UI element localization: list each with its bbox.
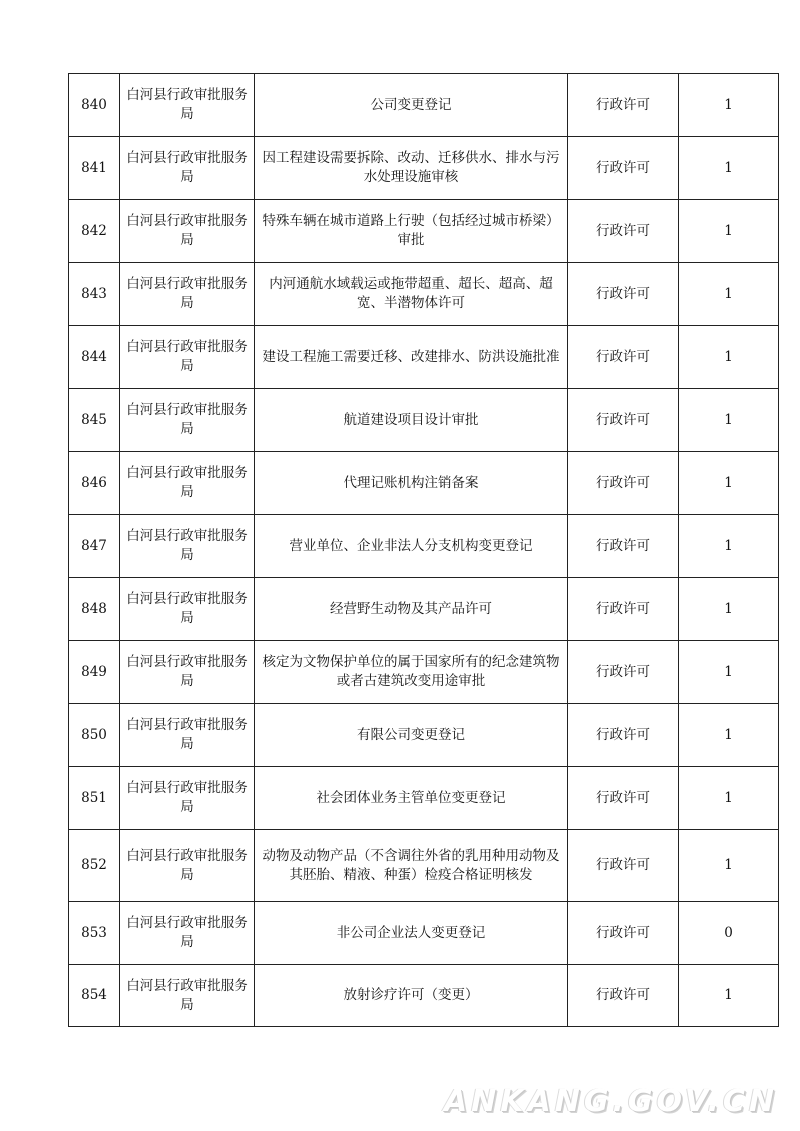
item-count: 1: [679, 200, 779, 263]
approval-item-name: 经营野生动物及其产品许可: [255, 578, 568, 641]
item-count: 1: [679, 389, 779, 452]
row-number: 841: [69, 137, 120, 200]
row-number: 842: [69, 200, 120, 263]
approval-type: 行政许可: [568, 74, 679, 137]
table-row: [69, 641, 779, 704]
row-number: 848: [69, 578, 120, 641]
department-name: 白河县行政审批服务局: [120, 578, 255, 641]
item-count: 1: [679, 452, 779, 515]
department-name: 白河县行政审批服务局: [120, 704, 255, 767]
approval-item-name: 建设工程施工需要迁移、改建排水、防洪设施批准: [255, 326, 568, 389]
table-row: [69, 137, 779, 200]
item-count: 1: [679, 137, 779, 200]
table-row: [69, 965, 779, 1027]
row-number: 851: [69, 767, 120, 830]
table-row: [69, 200, 779, 263]
item-count: 1: [679, 767, 779, 830]
row-number: 849: [69, 641, 120, 704]
approval-type: 行政许可: [568, 902, 679, 965]
department-name: 白河县行政审批服务局: [120, 965, 255, 1027]
approval-item-name: 内河通航水域载运或拖带超重、超长、超高、超宽、半潜物体许可: [255, 263, 568, 326]
approval-type: 行政许可: [568, 326, 679, 389]
approval-item-name: 航道建设项目设计审批: [255, 389, 568, 452]
approval-type: 行政许可: [568, 965, 679, 1027]
approval-type: 行政许可: [568, 641, 679, 704]
approval-item-name: 特殊车辆在城市道路上行驶（包括经过城市桥梁）审批: [255, 200, 568, 263]
table-row: [69, 578, 779, 641]
approval-item-name: 公司变更登记: [255, 74, 568, 137]
row-number: 846: [69, 452, 120, 515]
approval-item-name: 因工程建设需要拆除、改动、迁移供水、排水与污水处理设施审核: [255, 137, 568, 200]
department-name: 白河县行政审批服务局: [120, 902, 255, 965]
item-count: 1: [679, 326, 779, 389]
table-row: [69, 263, 779, 326]
approval-type: 行政许可: [568, 704, 679, 767]
row-number: 853: [69, 902, 120, 965]
table-row: [69, 902, 779, 965]
department-name: 白河县行政审批服务局: [120, 452, 255, 515]
table-row: [69, 389, 779, 452]
table-row: [69, 326, 779, 389]
item-count: 1: [679, 704, 779, 767]
item-count: 1: [679, 830, 779, 902]
approval-type: 行政许可: [568, 452, 679, 515]
site-watermark: ANKANG.GOV.CN: [443, 1084, 778, 1119]
table-row: [69, 704, 779, 767]
table-row: [69, 830, 779, 902]
department-name: 白河县行政审批服务局: [120, 74, 255, 137]
row-number: 852: [69, 830, 120, 902]
table-row: [69, 767, 779, 830]
row-number: 845: [69, 389, 120, 452]
approval-type: 行政许可: [568, 767, 679, 830]
table-row: [69, 452, 779, 515]
row-number: 850: [69, 704, 120, 767]
department-name: 白河县行政审批服务局: [120, 641, 255, 704]
approval-type: 行政许可: [568, 263, 679, 326]
table-body: [69, 74, 779, 1027]
approval-type: 行政许可: [568, 830, 679, 902]
approval-item-name: 核定为文物保护单位的属于国家所有的纪念建筑物或者古建筑改变用途审批: [255, 641, 568, 704]
approval-type: 行政许可: [568, 389, 679, 452]
approval-item-name: 代理记账机构注销备案: [255, 452, 568, 515]
department-name: 白河县行政审批服务局: [120, 515, 255, 578]
item-count: 1: [679, 641, 779, 704]
row-number: 844: [69, 326, 120, 389]
approval-item-name: 社会团体业务主管单位变更登记: [255, 767, 568, 830]
approval-type: 行政许可: [568, 578, 679, 641]
approval-items-table: [68, 73, 779, 1027]
item-count: 1: [679, 965, 779, 1027]
item-count: 1: [679, 515, 779, 578]
approval-item-name: 营业单位、企业非法人分支机构变更登记: [255, 515, 568, 578]
item-count: 1: [679, 263, 779, 326]
row-number: 843: [69, 263, 120, 326]
department-name: 白河县行政审批服务局: [120, 389, 255, 452]
department-name: 白河县行政审批服务局: [120, 326, 255, 389]
approval-item-name: 动物及动物产品（不含调往外省的乳用种用动物及其胚胎、精液、种蛋）检疫合格证明核发: [255, 830, 568, 902]
row-number: 840: [69, 74, 120, 137]
department-name: 白河县行政审批服务局: [120, 200, 255, 263]
approval-type: 行政许可: [568, 515, 679, 578]
item-count: 1: [679, 74, 779, 137]
table-row: [69, 74, 779, 137]
department-name: 白河县行政审批服务局: [120, 263, 255, 326]
row-number: 847: [69, 515, 120, 578]
department-name: 白河县行政审批服务局: [120, 767, 255, 830]
approval-type: 行政许可: [568, 137, 679, 200]
approval-item-name: 非公司企业法人变更登记: [255, 902, 568, 965]
department-name: 白河县行政审批服务局: [120, 830, 255, 902]
department-name: 白河县行政审批服务局: [120, 137, 255, 200]
table-row: [69, 515, 779, 578]
approval-type: 行政许可: [568, 200, 679, 263]
row-number: 854: [69, 965, 120, 1027]
item-count: 1: [679, 578, 779, 641]
approval-item-name: 放射诊疗许可（变更）: [255, 965, 568, 1027]
approval-item-name: 有限公司变更登记: [255, 704, 568, 767]
item-count: 0: [679, 902, 779, 965]
